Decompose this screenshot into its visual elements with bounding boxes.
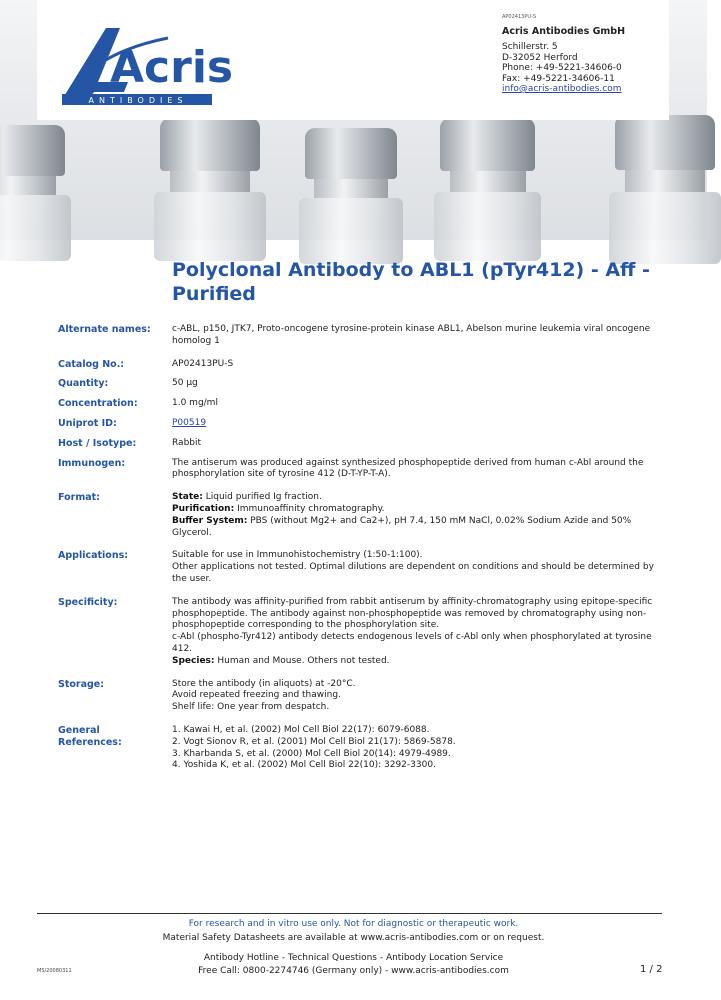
reference-item: 2. Vogt Sionov R, et al. (2001) Mol Cell Biol 21(17): 5869-5878. xyxy=(172,736,456,747)
row-immunogen xyxy=(58,458,662,482)
phone: Phone: +49-5221-34606-0 xyxy=(502,63,622,73)
row-storage xyxy=(58,679,662,714)
row-host xyxy=(58,438,662,450)
field-label: Uniprot ID: xyxy=(58,417,117,429)
field-label: Concentration: xyxy=(58,398,138,410)
field-value: The antiserum was produced against synthesized phosphopeptide derived from human c-Abl around the phosphorylation site of tyrosine 412 (D-T-YP-T-A). xyxy=(172,457,644,480)
field-label: Format: xyxy=(58,492,100,504)
vial-image xyxy=(0,125,65,235)
uniprot-link[interactable]: P00519 xyxy=(172,417,207,428)
row-format xyxy=(58,492,662,539)
logo-wordmark: Acris xyxy=(110,42,234,93)
applications-line: Suitable for use in Immunohistochemistry (1:50-1:100). xyxy=(172,550,423,561)
reference-item: 1. Kawai H, et al. (2002) Mol Cell Biol 22(17): 6079-6088. xyxy=(172,724,430,735)
logo-subtext: ANTIBODIES xyxy=(88,96,188,105)
company-info xyxy=(502,12,625,95)
field-label: References: xyxy=(58,736,122,748)
row-quantity xyxy=(58,378,662,390)
header-banner xyxy=(0,0,707,240)
address-line: Schillerstr. 5 xyxy=(502,42,558,52)
state-value: Liquid purified Ig fraction. xyxy=(205,492,322,503)
row-alternate-names xyxy=(58,324,662,348)
species-value: Human and Mouse. Others not tested. xyxy=(217,655,390,666)
applications-line: Other applications not tested. Optimal dilutions are dependent on conditions and should be determined by the user. xyxy=(172,562,654,584)
purification-value: Immunoaffinity chromatography. xyxy=(237,503,385,514)
row-catalog xyxy=(58,359,662,371)
acris-logo xyxy=(58,20,234,108)
field-label: Alternate names: xyxy=(58,324,151,335)
field-label: Specificity: xyxy=(58,596,118,608)
product-details xyxy=(58,324,662,772)
product-title: Polyclonal Antibody to ABL1 (pTyr412) - Aff - Purified xyxy=(172,259,650,305)
vial-image xyxy=(440,118,535,233)
field-value: c-ABL, p150, JTK7, Proto-oncogene tyrosine-protein kinase ABL1, Abelson murine leukemia viral oncogene homolog 1 xyxy=(172,324,651,346)
footer-disclaimer: For research and in vitro use only. Not for diagnostic or therapeutic work. xyxy=(188,919,519,929)
field-label: General xyxy=(58,724,100,736)
reference-item: 3. Kharbanda S, et al. (2000) Mol Cell Biol 20(14): 4979-4989. xyxy=(172,748,451,759)
row-applications xyxy=(58,550,662,585)
storage-line: Store the antibody (in aliquots) at -20°C. xyxy=(172,678,356,689)
doc-code: AP02413PU-S xyxy=(502,14,536,20)
footer-free-call: Free Call: 0800-2274746 (Germany only) - www.acris-antibodies.com xyxy=(198,966,509,976)
storage-line: Avoid repeated freezing and thawing. xyxy=(172,690,341,701)
address-line: D-32052 Herford xyxy=(502,52,578,63)
storage-line: Shelf life: One year from despatch. xyxy=(172,702,330,713)
reference-item: 4. Yoshida K, et al. (2002) Mol Cell Biol 22(10): 3292-3300. xyxy=(172,760,436,771)
vial-image xyxy=(615,115,715,235)
field-label: Applications: xyxy=(58,550,129,562)
field-value: Rabbit xyxy=(172,437,202,448)
field-value: 1.0 mg/ml xyxy=(172,398,218,409)
email-link[interactable]: info@acris-antibodies.com xyxy=(502,84,622,94)
footer-divider xyxy=(37,913,662,914)
row-uniprot xyxy=(58,418,662,430)
field-label: Immunogen: xyxy=(58,457,126,469)
buffer-value: PBS (without Mg2+ and Ca2+), pH 7.4, 150 mM NaCl, 0.02% Sodium Azide and 50% Glycerol. xyxy=(172,515,632,538)
row-specificity xyxy=(58,597,662,668)
company-name: Acris Antibodies GmbH xyxy=(502,25,626,37)
footer-hotline: Antibody Hotline - Technical Questions - Antibody Location Service xyxy=(203,953,504,963)
buffer-label: Buffer System: xyxy=(172,515,248,526)
row-references xyxy=(58,725,662,772)
specificity-line: c-Abl (phospho-Tyr412) antibody detects endogenous levels of c-Abl only when phosphorylated at tyrosine 412. xyxy=(172,632,652,654)
field-label: Quantity: xyxy=(58,378,109,390)
field-value: AP02413PU-S xyxy=(172,358,234,369)
species-label: Species: xyxy=(172,655,215,666)
field-label: Host / Isotype: xyxy=(58,437,137,449)
ms-code: MS/20080311 xyxy=(37,968,72,974)
purification-label: Purification: xyxy=(172,503,235,514)
field-label: Catalog No.: xyxy=(58,358,125,370)
specificity-line: The antibody was affinity-purified from rabbit antiserum by affinity-chromatography using epitope-specific phosphopeptide. The antibody against non-phosphopeptide was removed by chromatography using non-phosphopeptide corresponding to the phosphorylation site. xyxy=(172,596,653,631)
fax: Fax: +49-5221-34606-11 xyxy=(502,73,615,84)
field-label: Storage: xyxy=(58,678,105,690)
state-label: State: xyxy=(172,492,203,503)
vial-image xyxy=(160,118,260,233)
row-concentration xyxy=(58,398,662,410)
vial-image xyxy=(305,128,397,238)
page-number: 1 / 2 xyxy=(640,964,663,975)
field-value: 50 µg xyxy=(172,378,198,389)
footer-msds-note: Material Safety Datasheets are available at www.acris-antibodies.com or on request. xyxy=(162,933,545,943)
